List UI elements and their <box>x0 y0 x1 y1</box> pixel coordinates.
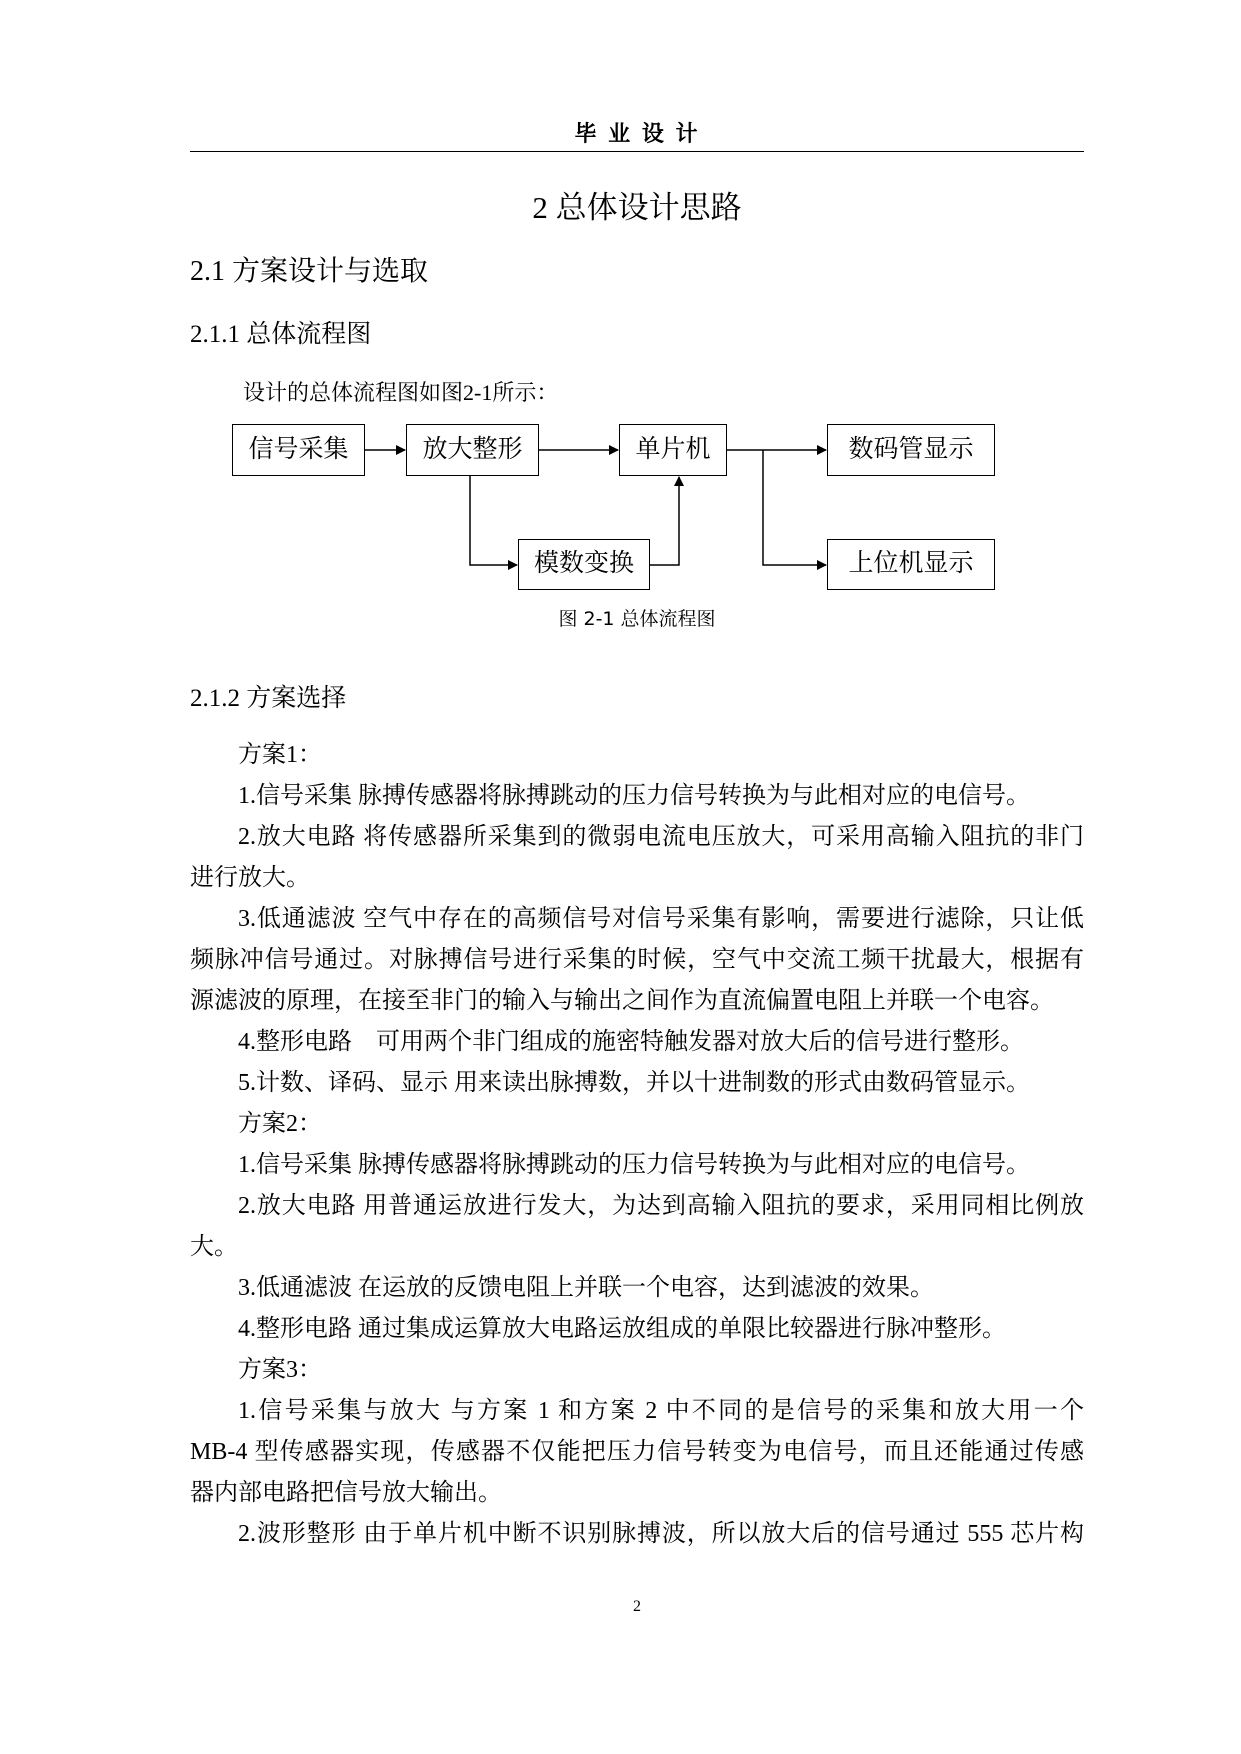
body-line: 2.波形整形 由于单片机中断不识别脉搏波，所以放大后的信号通过 555 芯片构 <box>238 1521 1084 1547</box>
body-line: 大。 <box>190 1234 238 1260</box>
figure-caption: 图 2-1 总体流程图 <box>558 608 716 630</box>
body-line: 器内部电路把信号放大输出。 <box>190 1480 502 1506</box>
header-rule <box>190 151 1084 152</box>
body-line: 1.信号采集与放大 与方案 1 和方案 2 中不同的是信号的采集和放大用一个 <box>238 1398 1084 1424</box>
arrow-amplify-to-adc <box>470 476 517 565</box>
flow-node-amplify-shape: 放大整形 <box>406 424 539 476</box>
body-line: 2.放大电路 用普通运放进行发大，为达到高输入阻抗的要求，采用同相比例放 <box>238 1193 1084 1219</box>
body-line: 方案3： <box>238 1357 322 1383</box>
body-line: 5.计数、译码、显示 用来读出脉搏数，并以十进制数的形式由数码管显示。 <box>238 1070 1030 1096</box>
body-line: 源滤波的原理，在接至非门的输入与输出之间作为直流偏置电阻上并联一个电容。 <box>190 988 1054 1014</box>
body-line: 频脉冲信号通过。对脉搏信号进行采集的时候，空气中交流工频干扰最大，根据有 <box>190 947 1084 973</box>
body-text <box>190 735 1084 1555</box>
intro-text: 设计的总体流程图如图2-1所示： <box>243 380 559 405</box>
arrow-adc-to-mcu <box>650 477 679 565</box>
subsection-title-scheme: 2.1.2 方案选择 <box>190 685 347 712</box>
flow-node-host-display: 上位机显示 <box>827 539 995 590</box>
body-line: 3.低通滤波 空气中存在的高频信号对信号采集有影响，需要进行滤除，只让低 <box>238 906 1084 932</box>
flowchart-connectors <box>0 0 1241 700</box>
body-line: 4.整形电路 通过集成运算放大电路运放组成的单限比较器进行脉冲整形。 <box>238 1316 1006 1342</box>
body-line: 1.信号采集 脉搏传感器将脉搏跳动的压力信号转换为与此相对应的电信号。 <box>238 783 1030 809</box>
flow-node-adc: 模数变换 <box>518 539 650 590</box>
body-line: 1.信号采集 脉搏传感器将脉搏跳动的压力信号转换为与此相对应的电信号。 <box>238 1152 1030 1178</box>
page-number: 2 <box>633 1598 641 1615</box>
flow-node-signal-acquisition: 信号采集 <box>232 424 365 476</box>
body-line: 2.放大电路 将传感器所采集到的微弱电流电压放大，可采用高输入阻抗的非门 <box>238 824 1084 850</box>
body-line: 方案2： <box>238 1111 322 1137</box>
running-header: 毕 业 设 计 <box>574 122 700 147</box>
flow-node-digital-tube-display: 数码管显示 <box>827 424 995 476</box>
body-line: 3.低通滤波 在运放的反馈电阻上并联一个电容，达到滤波的效果。 <box>238 1275 934 1301</box>
body-line: MB-4 型传感器实现，传感器不仅能把压力信号转变为电信号，而且还能通过传感 <box>190 1439 1084 1465</box>
section-title: 2.1 方案设计与选取 <box>190 256 429 287</box>
arrow-mcu-to-host <box>763 450 826 565</box>
body-line: 方案1： <box>238 742 322 768</box>
flow-node-mcu: 单片机 <box>619 424 727 476</box>
subsection-title-flowchart: 2.1.1 总体流程图 <box>190 321 372 348</box>
body-line: 进行放大。 <box>190 865 310 891</box>
chapter-title: 2 总体设计思路 <box>532 190 742 225</box>
body-line: 4.整形电路 可用两个非门组成的施密特触发器对放大后的信号进行整形。 <box>238 1029 1024 1055</box>
